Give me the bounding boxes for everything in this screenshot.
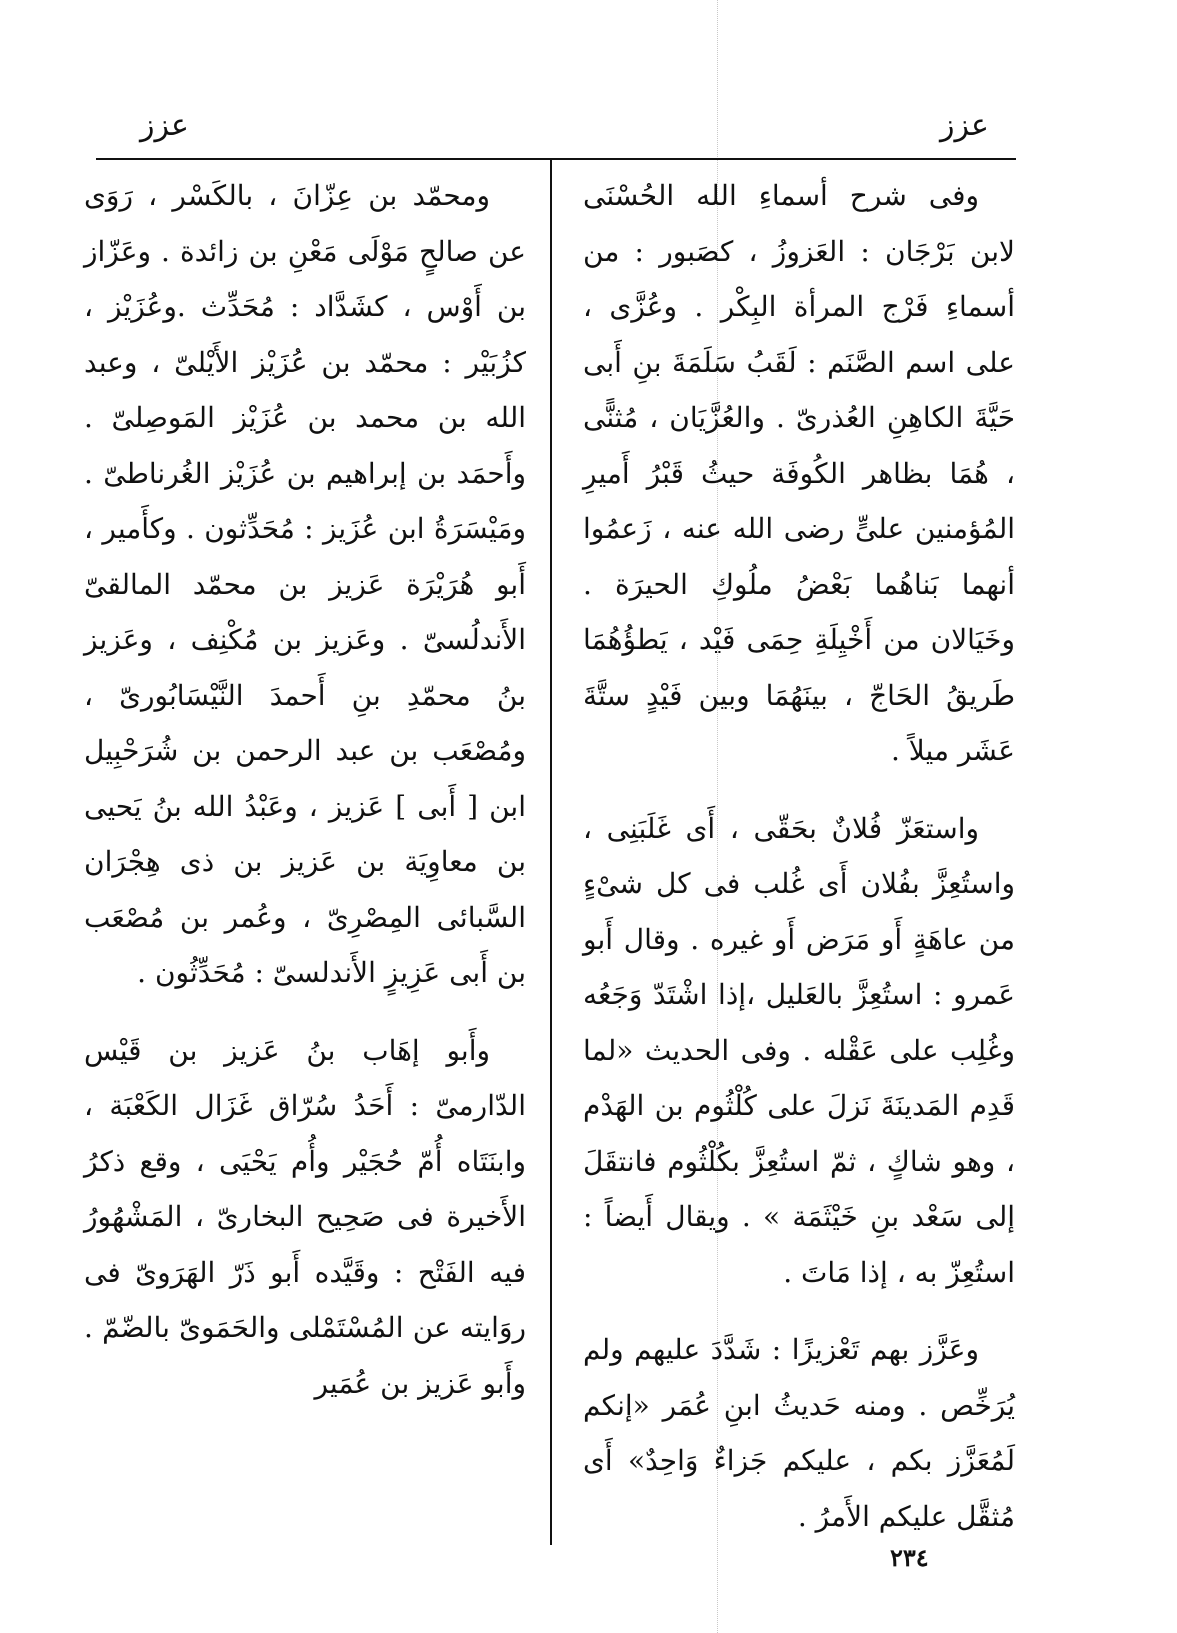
paragraph: وأَبو إهَاب بنُ عَزيز بن قَيْس الدّارمىّ : أَحَدُ سُرّاق غَزَال الكَعْبَة ، وابنَتَاه أُمّ حُجَيْر وأُم يَحْيَى ، وقع ذكرُ الأَخيرة فى صَحِيح البخارىّ ، المَشْهُورُ فيه الفَتْح : وقَيَّده أَبو ذَرّ الهَرَوىّ فى روَايته عن المُسْتَمْلى والحَمَوىّ بالضّمّ . وأَبو عَزيز بن عُمَير <box>84 1033 526 1400</box>
running-header-right: عزز <box>940 108 989 143</box>
column-divider <box>550 160 552 1545</box>
paragraph: وعَزَّز بهم تَعْزيزًا : شَدَّدَ عليهم ولم يُرَخِّص . ومنه حَديثُ ابنِ عُمَر «إنكم لَمُعَزَّز بكم ، عليكم جَزاءٌ وَاحِدٌ» أَى مُثقَّل عليكم الأَمرُ . <box>583 1333 1015 1533</box>
header-rule <box>96 158 1016 160</box>
right-column <box>583 168 1015 1544</box>
left-column <box>84 168 526 1411</box>
paragraph: واستعَزّ فُلانٌ بحَقّى ، أَى غَلَبَنِى ، واستُعِزَّ بفُلان أَى غُلب فى كل شىْءٍ من عاهَةٍ أَو مَرَض أَو غيره . وقال أَبو عَمرو : استُعِزَّ بالعَليل ،إذا اشْتَدّ وَجَعُه وغُلِب على عَقْله . وفى الحديث «لما قَدِم المَدينَةَ نَزلَ على كُلْثُوم بن الهَدْم ، وهو شاكٍ ، ثمّ استُعِزَّ بكُلْثُوم فانتقَلَ إلى سَعْد بنِ خَيْثَمَة » . ويقال أَيضاً : استُعِزّ به ، إذا مَاتَ . <box>583 811 1015 1289</box>
page-number: ٢٣٤ <box>890 1543 929 1572</box>
paragraph: ومحمّد بن عِزّانَ ، بالكَسْر ، رَوَى عن صالحٍ مَوْلَى مَعْنِ بن زائدة . وعَزّاز بن أَوْس ، كشَدَّاد : مُحَدِّث .وعُزَيْز ، كزُبَيْر : محمّد بن عُزَيْز الأَيْلىّ ، وعبد الله بن محمد بن عُزَيْز المَوصِلىّ . وأَحمَد بن إبراهيم بن عُزَيْز الغُرناطىّ . ومَيْسَرَةُ ابن عُزَيز : مُحَدِّثون . وكأَمير ، أَبو هُرَيْرَة عَزيز بن محمّد المالقىّ الأَندلُسىّ . وعَزيز بن مُكْنِف ، وعَزيز بنُ محمّدِ بنِ أَحمدَ النَّيْسَابُورىّ ، ومُصْعَب بن عبد الرحمن بن شُرَحْبِيل ابن [ أَبى ] عَزيز ، وعَبْدُ الله بنُ يَحيى بن معاوِيَة بن عَزيز بن ذى هِجْرَان السَّبائى المِصْرِىّ ، وعُمر بن مُصْعَب بن أَبى عَزِيزٍ الأَندلسىّ : مُحَدِّثُون . <box>84 179 526 989</box>
paragraph: وفى شرح أسماءِ الله الحُسْنَى لابن بَرْجَان : العَزوزُ ، كصَبور : من أسماءِ فَرْج المرأة البِكْر . وعُزَّى ، على اسم الصَّنَم : لَقَبُ سَلَمَةَ بنِ أَبى حَيَّةَ الكاهِنِ العُذرىّ . والعُزَّيَان ، مُثنًّى ، هُمَا بظاهر الكُوفَة حيثُ قَبْرُ أَميرِ المُؤمنين علىٍّ رضى الله عنه ، زَعمُوا أنهما بَناهُما بَعْضُ ملُوكِ الحيرَة . وخَيَالان من أَخْيِلَةِ حِمَى فَيْد ، يَطؤُهُمَا طَريقُ الحَاجّ ، بينَهُمَا وبين فَيْدٍ ستَّةَ عَشَر ميلاً . <box>583 179 1015 767</box>
running-header-left: عزز <box>140 108 189 143</box>
